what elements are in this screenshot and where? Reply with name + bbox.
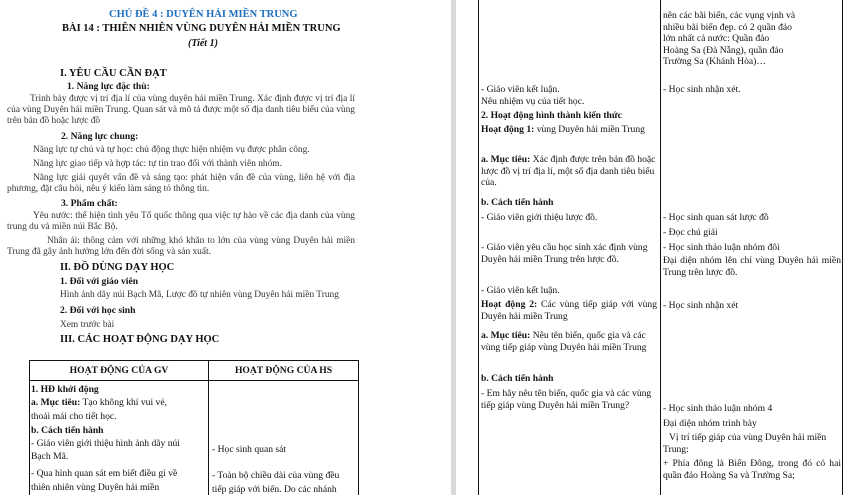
student-border-intro: Vị trí tiếp giáp của vùng Duyên hải miền Trung: (663, 432, 827, 455)
student-group-discussion: - Học sinh thảo luận nhóm 4 (663, 403, 773, 414)
row-teacher-question-cont: thiên nhiên vùng Duyên hải miền (31, 482, 160, 493)
section-requirements: I. YÊU CẦU CẦN ĐẠT (60, 68, 167, 79)
activity-1-objective: a. Mục tiêu: Xác định được trên bản đồ hoặc lược đồ vị trí địa lí, một số địa danh tiêu biểu của. (481, 154, 656, 189)
teacher-conclusion-2: - Giáo viên kết luận. (481, 285, 560, 296)
row-warmup-title: 1. HĐ khởi động (31, 384, 99, 395)
row-warmup-objective: a. Mục tiêu: Tạo không khí vui vẻ, (31, 397, 167, 408)
teacher-introduce-map: - Giáo viên giới thiệu lược đồ. (481, 212, 598, 223)
table-header-student: HOẠT ĐỘNG CỦA HS (234, 365, 333, 376)
activity-2-procedure: b. Cách tiến hành (481, 373, 554, 384)
teacher-ask-borders: - Em hãy nêu tên biển, quốc gia và các vùng tiếp giáp vùng Duyên hải miền Trung? (481, 388, 652, 411)
lesson-period: (Tiết 1) (188, 38, 218, 49)
activity-2-objective: a. Mục tiêu: Nêu tên biển, quốc gia và các vùng tiếp giáp vùng Duyên hải miền Trung (481, 330, 647, 353)
row-student-answer: - Toàn bộ chiều dài của vùng đều (212, 470, 340, 481)
student-comment-2: - Học sinh nhận xét (663, 300, 739, 311)
paragraph-teacher-materials: Hình ảnh dãy núi Bạch Mã, Lược đồ tự nhiên vùng Duyên hải miền Trung (60, 290, 339, 300)
teacher-lesson-task: Nêu nhiệm vụ của tiết học. (481, 96, 585, 107)
subsection-general-competence: 2. Năng lực chung: (61, 131, 139, 142)
table-header-teacher: HOẠT ĐỘNG CỦA GV (69, 365, 169, 376)
row-teacher-question: - Qua hình quan sát em biết điều gì về (31, 468, 178, 479)
subsection-for-student: 2. Đối với học sinh (60, 305, 136, 316)
student-group-present: Đại diện nhóm lên chỉ vùng Duyên hải miền Trung trên lược đồ. (663, 255, 841, 278)
student-pair-discussion: - Học sinh thảo luận nhóm đôi (663, 242, 780, 253)
lesson-title: BÀI 14 : THIÊN NHIÊN VÙNG DUYÊN HẢI MIỀN TRUNG (62, 23, 341, 34)
row-teacher-intro-image: - Giáo viên giới thiệu hình ảnh dãy núi (31, 438, 180, 449)
topic-heading: CHỦ ĐỀ 4 : DUYÊN HẢI MIỀN TRUNG (109, 9, 298, 20)
student-border-east: + Phía đông là Biển Đông, trong đó có hai quần đảo Hoàng Sa và Trường Sa; (663, 458, 841, 481)
row-teacher-intro-image-cont: Bạch Mã. (31, 451, 69, 462)
activity-1-procedure: b. Cách tiến hành (481, 197, 554, 208)
row-student-observe: - Học sinh quan sát (212, 444, 287, 455)
teacher-conclusion: - Giáo viên kết luận. (481, 84, 560, 95)
section-teaching-materials: II. ĐỒ DÙNG DẠY HỌC (60, 262, 175, 273)
paragraph-specific-competence: Trình bày được vị trí địa lí của vùng duyên hải miền Trung. Xác định được vị trí địa lí của vùng Duyên hải miền Trung. Quan sát và mô tả được một số địa danh tiêu biểu của vùng trên bản đồ hoặc lược đồ (7, 94, 355, 126)
activity-2-title: Hoạt động 2: Các vùng tiếp giáp với vùng Duyên hải miền Trung (481, 299, 657, 322)
student-observe-map: - Học sinh quan sát lược đồ (663, 212, 769, 223)
row-warmup-objective-cont: thoải mái cho tiết học. (31, 411, 117, 422)
paragraph-self-study: Năng lực tự chủ và tự học: chủ động thực hiện nhiệm vụ được phân công. (33, 145, 310, 155)
student-comment-1: - Học sinh nhận xét. (663, 84, 741, 95)
subsection-qualities: 3. Phẩm chất: (61, 198, 118, 209)
student-read-legend: - Đọc chú giải (663, 227, 718, 238)
row-warmup-procedure: b. Cách tiến hành (31, 425, 104, 436)
paragraph-problem-solving: Năng lực giải quyết vấn đề và sáng tạo: phát hiện vấn đề của vùng, liên hệ với địa phương, đặt câu hỏi, nêu ý kiến làm sáng tỏ thông tin. (7, 173, 355, 194)
document-page-right (456, 0, 851, 495)
subsection-for-teacher: 1. Đối với giáo viên (60, 276, 139, 287)
student-group-report: Đại diện nhóm trình bày (663, 418, 757, 429)
activity-1-title: Hoạt động 1: vùng Duyên hải miền Trung (481, 124, 645, 135)
row-student-answer-cont: tiếp giáp với biển. Do các nhánh (212, 484, 337, 495)
paragraph-communication: Năng lực giao tiếp và hợp tác: tự tin trao đổi với thành viên nhóm. (33, 159, 282, 169)
student-answer-continuation: nên các bãi biển, các vụng vịnh và nhiều bãi biển đẹp. có 2 quần đảo lớn nhất cả nước: Quần đảo Hoàng Sa (Đà Nẵng), quần đảo Trường Sa (Khánh Hòa)… (663, 10, 796, 68)
paragraph-compassion: Nhân ái: thông cảm với những khó khăn to lớn của vùng vùng Duyên hải miền Trung đã gây ảnh hưởng lớn đến đời sống và sản xuất. (7, 236, 355, 257)
paragraph-student-materials: Xem trước bài (60, 320, 115, 330)
teacher-ask-locate: - Giáo viên yêu cầu học sinh xác định vùng Duyên hải miền Trung trên lược đồ. (481, 242, 648, 265)
paragraph-patriotism: Yêu nước: thể hiện tình yêu Tổ quốc thông qua việc tự hào về các địa danh của vùng trung du và miền núi Bắc Bộ. (7, 211, 355, 232)
subsection-specific-competence: 1. Năng lực đặc thù: (67, 81, 150, 92)
section-activities: III. CÁC HOẠT ĐỘNG DẠY HỌC (60, 334, 220, 345)
activity-2-heading: 2. Hoạt động hình thành kiến thức (481, 110, 622, 121)
